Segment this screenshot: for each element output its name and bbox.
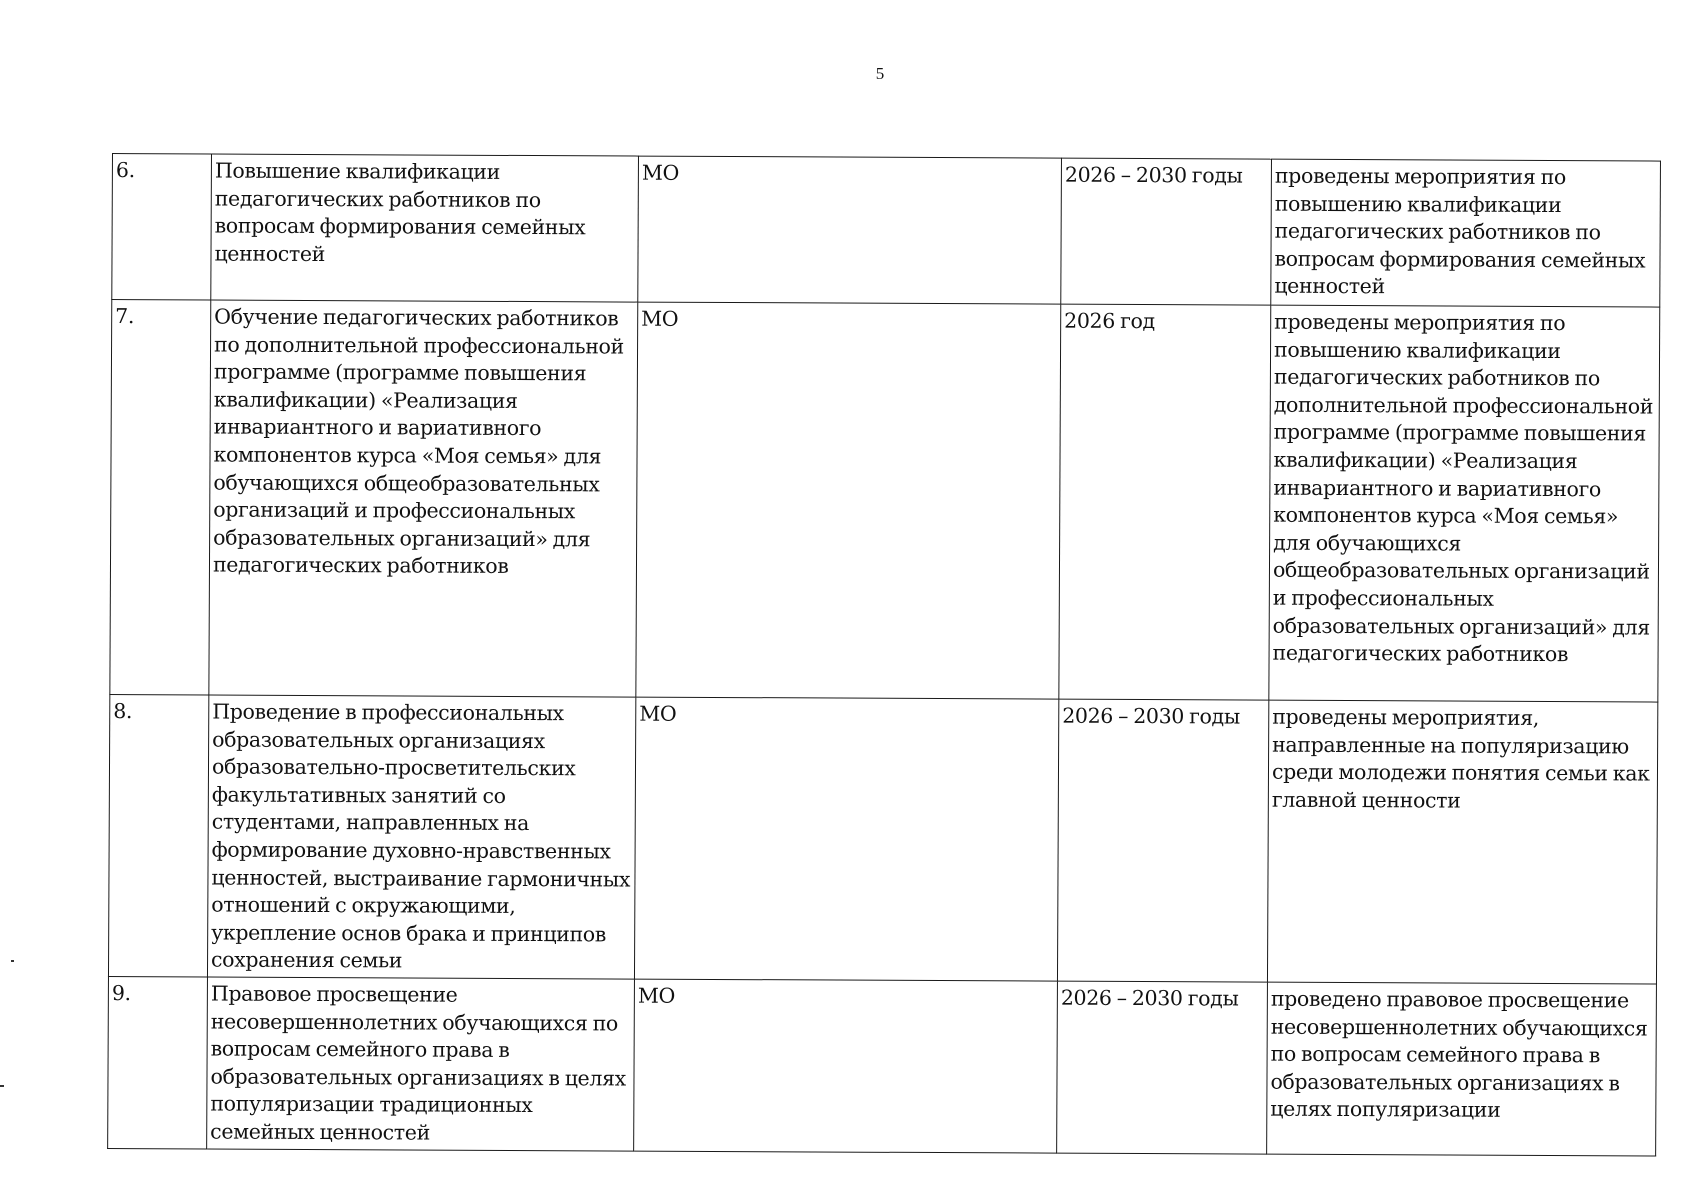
row-number-cell: 8. xyxy=(108,694,208,976)
result-cell: проведено правовое просвещение несовершеннолетних обучающихся по вопросам семейного права в образовательных организациях в целях популяризации xyxy=(1267,982,1657,1155)
activity-name-cell: Обучение педагогических работников по дополнительной профессиональной программе (программе повышения квалификации) «Реализация инвариантного и вариативного компонентов курса «Моя семья» для обучающихся общеобразовательных организаций и профессиональных образовательных организаций» для педагогических работников xyxy=(209,300,638,697)
result-cell: проведены мероприятия, направленные на популяризацию среди молодежи понятия семьи как главной ценности xyxy=(1267,700,1657,984)
table-row xyxy=(110,300,1660,703)
result-cell: проведены мероприятия по повышению квалификации педагогических работников по вопросам формирования семейных ценностей xyxy=(1271,159,1661,307)
row-number-cell: 6. xyxy=(112,154,212,300)
responsible-cell: МО xyxy=(638,156,1062,304)
table-row xyxy=(108,694,1657,983)
term-cell: 2026 – 2030 годы xyxy=(1057,981,1268,1154)
activity-name-cell: Проведение в профессиональных образовательных организациях образовательно-просветительских факультативных занятий со студентами, направленных на формирование духовно-нравственных ценностей, выстраивание гармоничных отношений с окружающими, укрепление основ брака и принципов сохранения семьи xyxy=(207,695,635,979)
term-cell: 2026 – 2030 годы xyxy=(1061,158,1272,305)
page-number: 5 xyxy=(875,64,885,83)
row-number-cell: 9. xyxy=(108,976,208,1148)
scan-mark xyxy=(11,960,14,962)
activity-name-cell: Правовое просвещение несовершеннолетних обучающихся по вопросам семейного права в образовательных организациях в целях популяризации традиционных семейных ценностей xyxy=(207,977,635,1151)
scan-mark xyxy=(0,1085,4,1087)
term-cell: 2026 год xyxy=(1059,304,1271,700)
table-row xyxy=(108,976,1657,1155)
responsible-cell: МО xyxy=(636,302,1061,699)
responsible-cell: МО xyxy=(634,979,1058,1153)
result-cell: проведены мероприятия по повышению квалификации педагогических работников по дополнительной профессиональной программе (программе повышения квалификации) «Реализация инвариантного и вариативного компонентов курса «Моя семья» для обучающихся общеобразовательных организаций и профессиональных образовательных организаций» для педагогических работников xyxy=(1269,305,1660,702)
term-cell: 2026 – 2030 годы xyxy=(1057,699,1268,982)
table-row xyxy=(112,154,1661,308)
row-number-cell: 7. xyxy=(110,300,211,695)
activity-name-cell: Повышение квалификации педагогических работников по вопросам формирования семейных ценностей xyxy=(211,154,639,302)
activities-table xyxy=(107,153,1661,1156)
responsible-cell: МО xyxy=(634,697,1058,981)
